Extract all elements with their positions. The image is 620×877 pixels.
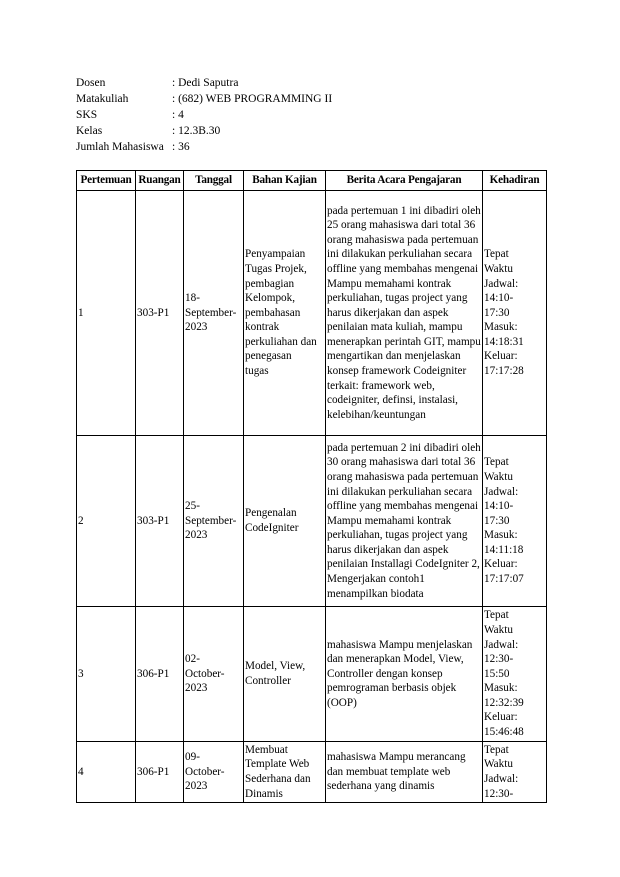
table-row [77, 742, 547, 803]
header-ruangan: Ruangan [136, 171, 184, 191]
cell-ruangan: 306-P1 [136, 742, 184, 803]
cell-bahan-kajian: Model, View, Controller [244, 607, 326, 742]
cell-pertemuan: 1 [77, 191, 136, 436]
cell-kehadiran: Tepat Waktu Jadwal: 14:10- 17:30 Masuk: 14:18:31 Keluar: 17:17:28 [483, 191, 547, 436]
cell-ruangan: 303-P1 [136, 436, 184, 607]
cell-kehadiran: Tepat Waktu Jadwal: 12:30- [483, 742, 547, 803]
info-label: Jumlah Mahasiswa [76, 141, 164, 153]
info-value: : Dedi Saputra [172, 77, 239, 89]
cell-ruangan: 303-P1 [136, 191, 184, 436]
cell-bahan-kajian: Membuat Template Web Sederhana dan Dinamis [244, 742, 326, 803]
table-row [77, 436, 547, 607]
header-tanggal: Tanggal [184, 171, 244, 191]
info-row-jumlah-mahasiswa [76, 139, 332, 155]
info-value: : (682) WEB PROGRAMMING II [172, 93, 333, 105]
info-value: : 4 [172, 109, 184, 121]
course-info [76, 75, 332, 155]
info-label: SKS [76, 109, 98, 121]
header-berita-acara: Berita Acara Pengajaran [326, 171, 483, 191]
info-value: : 12.3B.30 [172, 125, 221, 137]
info-row-matakuliah [76, 91, 332, 107]
info-label: Kelas [76, 125, 103, 137]
info-label: Matakuliah [76, 93, 129, 105]
header-bahan-kajian: Bahan Kajian [244, 171, 326, 191]
attendance-table [76, 170, 547, 803]
cell-bahan-kajian: Penyampaian Tugas Projek, pembagian Kelompok, pembahasan kontrak perkuliahan dan penegasan tugas [244, 191, 326, 436]
cell-pertemuan: 2 [77, 436, 136, 607]
cell-berita-acara: pada pertemuan 1 ini dibadiri oleh 25 orang mahasiswa dari total 36 orang mahasiswa pada pertemuan ini dilakukan perkuliahan secara offline yang membahas mengenai Mampu memahami kontrak perkuliahan, tugas project yang harus dikerjakan dan aspek penilaian mata kuliah, mampu menerapkan perintah GIT, mampu mengartikan dan menjelaskan konsep framework Codeigniter terkait: framework web, codeigniter, definsi, instalasi, kelebihan/keuntungan [326, 191, 483, 436]
header-pertemuan: Pertemuan [77, 171, 136, 191]
cell-pertemuan: 4 [77, 742, 136, 803]
table-row [77, 607, 547, 742]
info-row-kelas [76, 123, 332, 139]
cell-berita-acara: mahasiswa Mampu menjelaskan dan menerapkan Model, View, Controller dengan konsep pemrograman berbasis objek (OOP) [326, 607, 483, 742]
info-value: : 36 [172, 141, 190, 153]
cell-kehadiran: Tepat Waktu Jadwal: 12:30- 15:50 Masuk: 12:32:39 Keluar: 15:46:48 [483, 607, 547, 742]
info-row-dosen [76, 75, 332, 91]
cell-berita-acara: pada pertemuan 2 ini dibadiri oleh 30 orang mahasiswa dari total 36 orang mahasiswa pada pertemuan ini dilakukan perkuliahan secara offline yang membahas mengenai Mampu memahami kontrak perkuliahan, tugas project yang harus dikerjakan dan aspek penilaian Installagi CodeIgniter 2, Mengerjakan contoh1 menampilkan biodata [326, 436, 483, 607]
cell-kehadiran: Tepat Waktu Jadwal: 14:10- 17:30 Masuk: 14:11:18 Keluar: 17:17:07 [483, 436, 547, 607]
info-row-sks [76, 107, 332, 123]
cell-ruangan: 306-P1 [136, 607, 184, 742]
cell-tanggal: 25- September- 2023 [184, 436, 244, 607]
table-header-row [77, 171, 547, 191]
cell-tanggal: 09- October- 2023 [184, 742, 244, 803]
header-kehadiran: Kehadiran [483, 171, 547, 191]
cell-pertemuan: 3 [77, 607, 136, 742]
table-row [77, 191, 547, 436]
cell-berita-acara: mahasiswa Mampu merancang dan membuat template web sederhana yang dinamis [326, 742, 483, 803]
cell-bahan-kajian: Pengenalan CodeIgniter [244, 436, 326, 607]
cell-tanggal: 18- September- 2023 [184, 191, 244, 436]
info-label: Dosen [76, 77, 106, 89]
cell-tanggal: 02- October- 2023 [184, 607, 244, 742]
